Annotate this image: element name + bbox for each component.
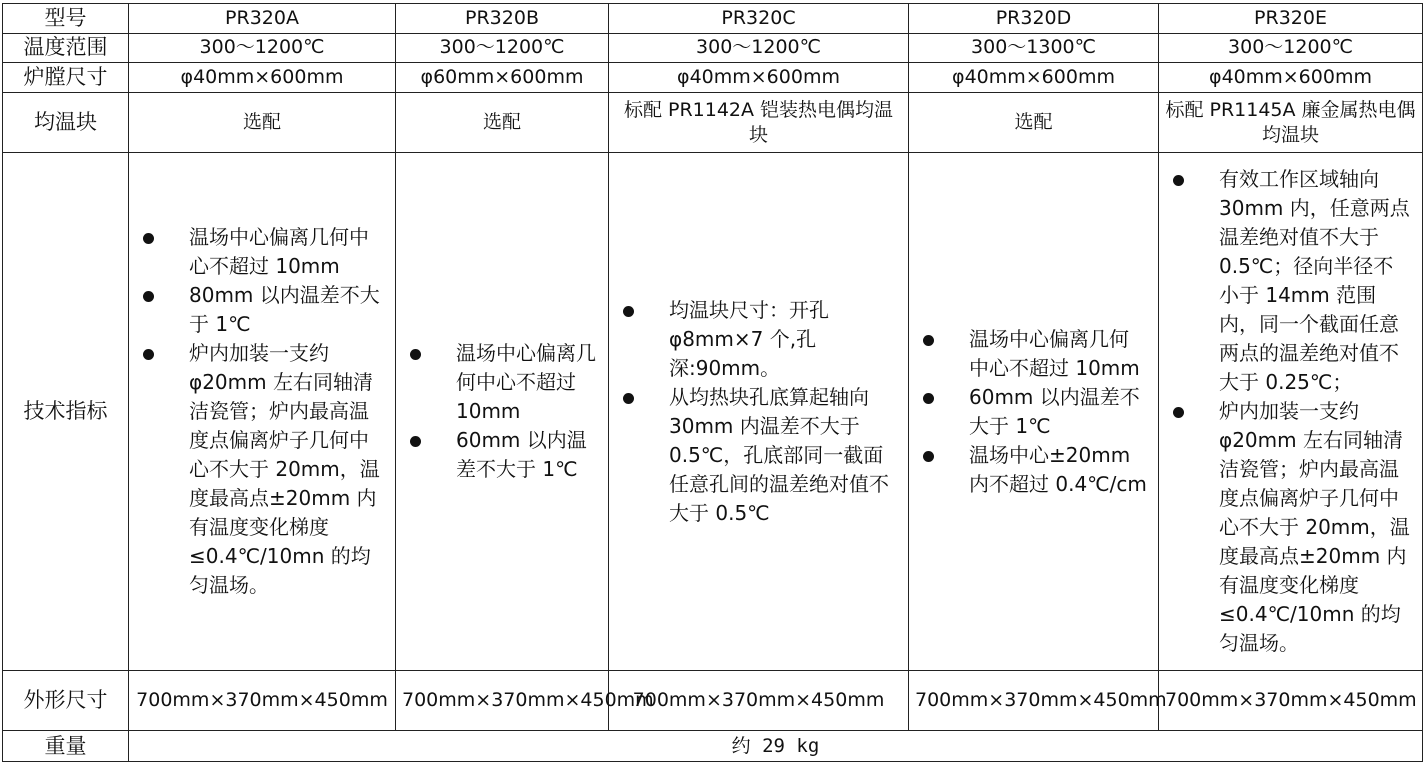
row-chamber	[3, 63, 1423, 93]
tech-item: 温场中心偏离几何中心不超过 10mm	[410, 339, 598, 426]
chamber-cell: φ40mm×600mm	[909, 63, 1159, 93]
model-name: PR320E	[1159, 4, 1423, 34]
tech-list	[923, 325, 1148, 499]
tech-cell	[909, 153, 1159, 671]
temp-range-cell: 300～1200℃	[396, 33, 609, 63]
label-weight: 重量	[3, 731, 129, 762]
label-size: 外形尺寸	[3, 670, 129, 730]
block-cell: 选配	[129, 92, 396, 152]
chamber-cell: φ40mm×600mm	[129, 63, 396, 93]
tech-item: 从均热块孔底算起轴向 30mm 内温差不大于 0.5℃，孔底部同一截面任意孔间的温差绝对值不大于 0.5℃	[623, 383, 898, 528]
weight-cell: 约 29 kg	[129, 731, 1423, 762]
row-weight	[3, 731, 1423, 762]
size-cell: 700mm×370mm×450mm	[129, 670, 396, 730]
tech-item: 有效工作区域轴向 30mm 内，任意两点温差绝对值不大于 0.5℃；径向半径不小于 14mm 范围内，同一个截面任意两点的温差绝对值不大于 0.25℃；	[1173, 165, 1412, 397]
tech-list	[143, 223, 385, 600]
label-model: 型号	[3, 4, 129, 34]
temp-range-cell: 300～1200℃	[129, 33, 396, 63]
block-cell: 选配	[909, 92, 1159, 152]
model-name: PR320A	[129, 4, 396, 34]
tech-cell	[129, 153, 396, 671]
tech-item: 炉内加装一支约φ20mm 左右同轴清洁瓷管；炉内最高温度点偏离炉子几何中心不大于 20mm，温度最高点±20mm 内有温度变化梯度≤0.4℃/10mn 的均匀温场。	[143, 339, 385, 600]
label-temp-range: 温度范围	[3, 33, 129, 63]
temp-range-cell: 300～1200℃	[1159, 33, 1423, 63]
tech-item: 均温块尺寸：开孔φ8mm×7 个,孔深:90mm。	[623, 296, 898, 383]
size-cell: 700mm×370mm×450mm	[609, 670, 909, 730]
row-model	[3, 4, 1423, 34]
model-name: PR320D	[909, 4, 1159, 34]
tech-cell	[609, 153, 909, 671]
tech-list	[1173, 165, 1412, 658]
block-cell: 标配 PR1145A 廉金属热电偶均温块	[1159, 92, 1423, 152]
temp-range-cell: 300～1200℃	[609, 33, 909, 63]
chamber-cell: φ40mm×600mm	[1159, 63, 1423, 93]
block-cell: 标配 PR1142A 铠装热电偶均温块	[609, 92, 909, 152]
tech-item: 炉内加装一支约φ20mm 左右同轴清洁瓷管；炉内最高温度点偏离炉子几何中心不大于 20mm，温度最高点±20mm 内有温度变化梯度≤0.4℃/10mn 的均匀温场。	[1173, 397, 1412, 658]
label-chamber: 炉膛尺寸	[3, 63, 129, 93]
temp-range-cell: 300～1300℃	[909, 33, 1159, 63]
tech-cell	[396, 153, 609, 671]
chamber-cell: φ40mm×600mm	[609, 63, 909, 93]
row-tech	[3, 153, 1423, 671]
label-block: 均温块	[3, 92, 129, 152]
size-cell: 700mm×370mm×450mm	[909, 670, 1159, 730]
size-cell: 700mm×370mm×450mm	[1159, 670, 1423, 730]
size-cell: 700mm×370mm×450mm	[396, 670, 609, 730]
label-tech: 技术指标	[3, 153, 129, 671]
model-name: PR320C	[609, 4, 909, 34]
tech-item: 60mm 以内温差不大于 1℃	[923, 383, 1148, 441]
tech-item: 温场中心±20mm 内不超过 0.4℃/cm	[923, 441, 1148, 499]
spec-table	[2, 3, 1423, 762]
tech-item: 80mm 以内温差不大于 1℃	[143, 281, 385, 339]
row-block	[3, 92, 1423, 152]
block-cell: 选配	[396, 92, 609, 152]
row-temp-range	[3, 33, 1423, 63]
chamber-cell: φ60mm×600mm	[396, 63, 609, 93]
tech-list	[410, 339, 598, 484]
tech-list	[623, 296, 898, 528]
tech-item: 温场中心偏离几何中心不超过 10mm	[143, 223, 385, 281]
tech-item: 60mm 以内温差不大于 1℃	[410, 426, 598, 484]
tech-item: 温场中心偏离几何中心不超过 10mm	[923, 325, 1148, 383]
tech-cell	[1159, 153, 1423, 671]
row-size	[3, 670, 1423, 730]
model-name: PR320B	[396, 4, 609, 34]
